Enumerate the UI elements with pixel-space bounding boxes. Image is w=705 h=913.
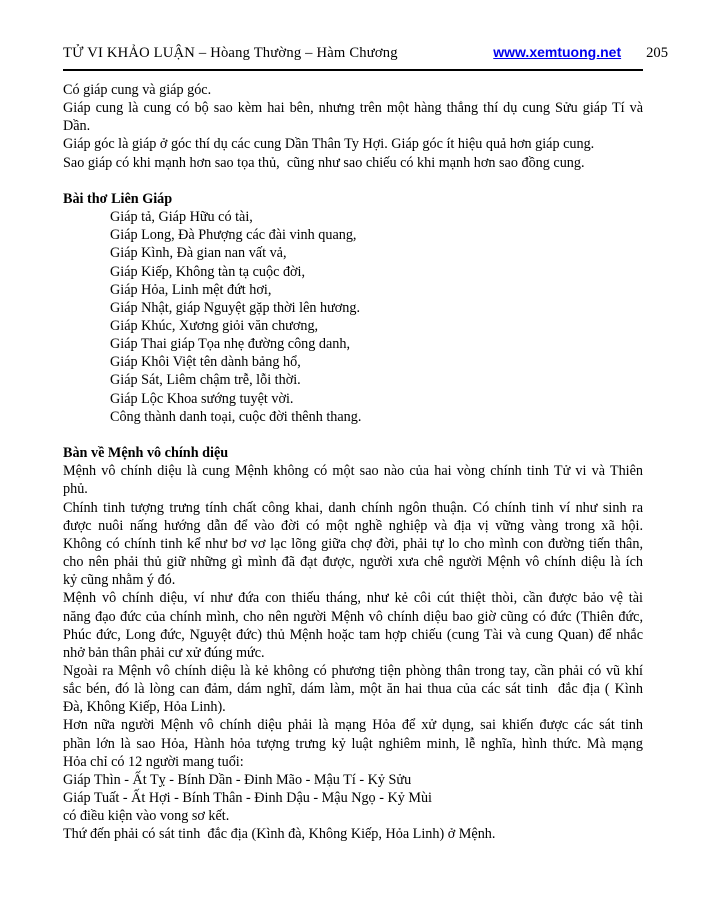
text-line: Giáp Thìn - Ất Tỵ - Bính Dần - Đinh Mão - Mậu Tí - Kỷ Sửu (63, 771, 412, 788)
header-right (493, 44, 668, 62)
section-heading-bai-tho-lien-giap: Bài thơ Liên Giáp (63, 190, 173, 207)
poem-line: Giáp Long, Đà Phượng các đài vinh quang, (110, 227, 357, 244)
text-line: Chính tinh tượng trưng tính chất công khai, danh chính ngôn thuận. Có chính tinh ví như sinh ra (63, 499, 643, 516)
blank-line (63, 426, 643, 444)
text-line: phần lớn là sao Hỏa, Hành hỏa tượng trưng kỷ luật nghiêm minh, lễ nghĩa, hình thức. Mà mạng (63, 735, 643, 752)
text-line: cho nên phải thủ giữ những gì mình đã đạt được, người xưa chê người Mệnh vô chính diệu là ích (63, 554, 643, 571)
poem-line: Giáp Kiếp, Không tàn tạ cuộc đời, (110, 263, 306, 280)
poem-line: Giáp Nhật, giáp Nguyệt gặp thời lên hương. (110, 299, 361, 316)
text-line: Mệnh vô chính diệu là cung Mệnh không có một sao nào của hai vòng chính tinh Tử vi và Thiên (63, 463, 643, 480)
blank-line (63, 172, 643, 190)
text-line: sắc bén, đó là lòng can đảm, dám nghĩ, dám làm, một ăn hai thua của các sát tinh đắc địa ( Kình (63, 681, 643, 698)
text-line: năng đạo đức của chính mình, cho nên người Mệnh vô chính diệu bao giờ cũng có đức (Thiên đức, (63, 608, 643, 625)
poem-line: Giáp Lộc Khoa sướng tuyệt vời. (110, 390, 294, 407)
text-line: Không có chính tinh kể như bơ vơ lạc lõng giữa chợ đời, phải tự lo cho mình con đường tiến thân, (63, 535, 643, 552)
text-line: Có giáp cung và giáp góc. (63, 82, 212, 98)
text-line: Đà, Không Kiếp, Hỏa Linh). (63, 699, 226, 716)
section-heading-menh-vo-chinh-dieu: Bàn về Mệnh vô chính diệu (63, 445, 229, 462)
text-line: Giáp góc là giáp ở góc thí dụ các cung Dần Thân Ty Hợi. Giáp góc ít hiệu quả hơn giáp cung. (63, 136, 595, 153)
text-line: nhở bản thân phải cư xử đúng mức. (63, 644, 265, 661)
book-title: TỬ VI KHẢO LUẬN – Hòang Thường – Hàm Chương (63, 45, 398, 61)
page-header (63, 44, 668, 62)
page-number: 205 (646, 45, 668, 61)
poem-line: Giáp Sát, Liêm chậm trễ, lỗi thời. (110, 372, 301, 389)
text-line: được nuôi nấng hướng dẫn để vào đời có một nghề nghiệp và địa vị vững vàng trong xã hội. (63, 517, 643, 534)
poem-line: Giáp Hỏa, Linh mệt đứt hơi, (110, 281, 272, 298)
text-line: kỷ cũng nhằm ý đó. (63, 572, 176, 589)
poem-line: Giáp Khúc, Xương giỏi văn chương, (110, 318, 319, 335)
poem-line: Giáp Khôi Việt tên dành bảng hổ, (110, 354, 301, 371)
text-line: Mệnh vô chính diệu, ví như đứa con thiếu tháng, như kẻ côi cút thiệt thòi, cần được bảo vệ tài (63, 590, 643, 607)
text-line: có điều kiện vào vong sơ kết. (63, 808, 230, 825)
text-line: Dần. (63, 118, 91, 135)
poem-line: Công thành danh toại, cuộc đời thênh thang. (110, 408, 362, 425)
text-line: Hơn nữa người Mệnh vô chính diệu phải là mạng Hỏa để xử dụng, sai khiến được các sát tinh (63, 717, 643, 734)
document-body (63, 81, 643, 844)
text-line: Giáp cung là cung có bộ sao kèm hai bên, nhưng trên một hàng thẳng thí dụ cung Sửu giáp Tí và (63, 100, 643, 117)
website-link[interactable]: www.xemtuong.net (493, 44, 622, 60)
poem-line: Giáp Kình, Đà gian nan vất vả, (110, 245, 287, 262)
poem-line: Giáp Thai giáp Tọa nhẹ đường công danh, (110, 336, 351, 353)
header-divider (63, 69, 643, 71)
text-line: Hỏa chỉ có 12 người mang tuổi: (63, 753, 244, 770)
text-line: Thứ đến phải có sát tinh đắc địa (Kình đà, Không Kiếp, Hỏa Linh) ở Mệnh. (63, 826, 496, 843)
text-line: Ngoài ra Mệnh vô chính diệu là kẻ không có phương tiện phòng thân trong tay, cần phải có vũ khí (63, 662, 643, 679)
text-line: phủ. (63, 481, 88, 498)
text-line: Phúc đức, Long đức, Nguyệt đức) thủ Mệnh hoặc tam hợp chiếu (cung Tài và cung Quan) để nhắc (63, 626, 643, 643)
text-line: Sao giáp có khi mạnh hơn sao tọa thủ, cũng như sao chiếu có khi mạnh hơn sao đồng cung. (63, 154, 585, 171)
poem-line: Giáp tả, Giáp Hữu có tài, (110, 209, 253, 226)
text-line: Giáp Tuất - Ất Hợi - Bính Thân - Đinh Dậu - Mậu Ngọ - Kỷ Mùi (63, 790, 432, 807)
